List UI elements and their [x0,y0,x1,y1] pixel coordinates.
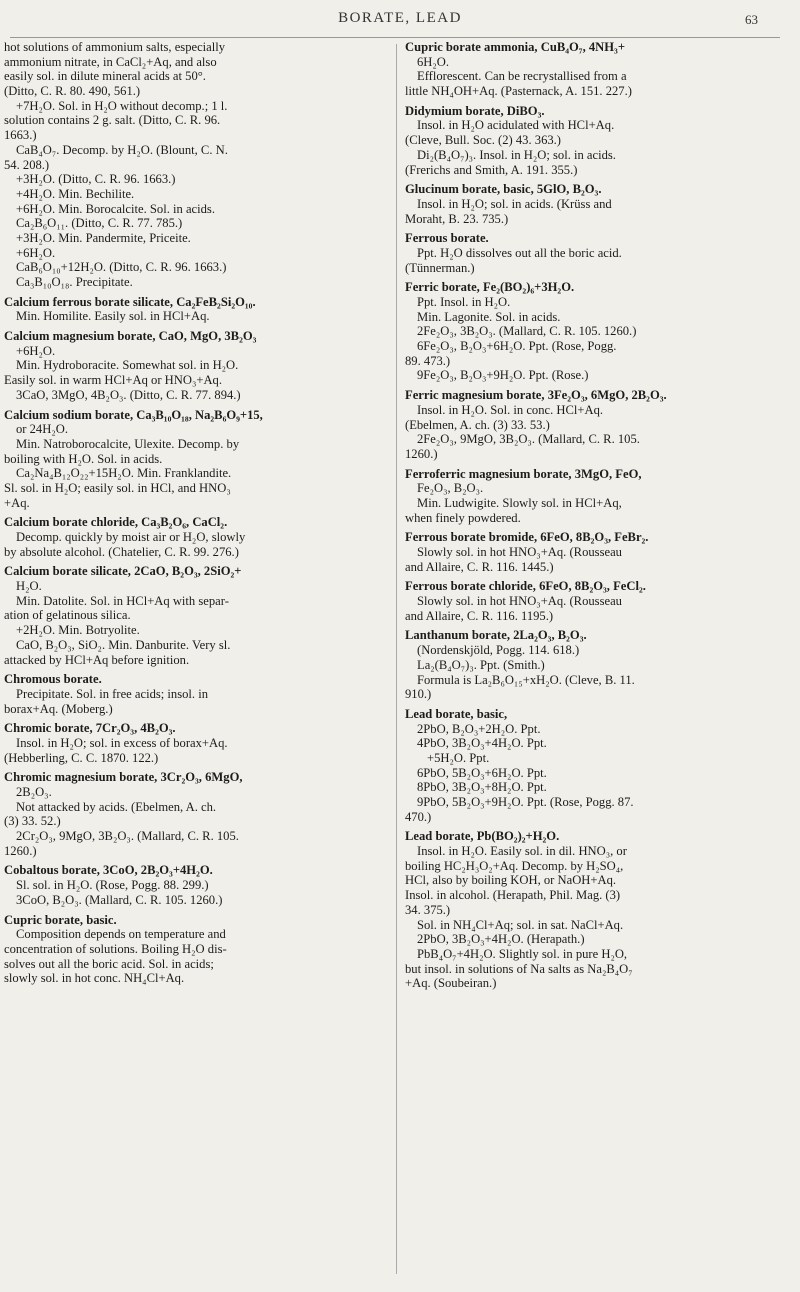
text-line: Sl. sol. in H₂O; easily sol. in HCl, and HNO₃ [4,480,231,495]
text-line: 8PbO, 3B₂O₃+8H₂O. Ppt. [417,780,547,795]
entry-heading: Calcium ferrous borate silicate, Ca₂FeB₂Si₂O₁₀. [4,294,256,309]
entry-heading: Ferric borate, Fe₂(BO₂)₆+3H₂O. [405,280,575,295]
text-line: Ppt. H₂O dissolves out all the boric acid. [417,245,622,260]
entry-heading: Calcium borate chloride, Ca₃B₂O₆, CaCl₂. [4,515,228,530]
text-line: (Cleve, Bull. Soc. (2) 43. 363.) [405,133,562,148]
text-line: Formula is La₂B₆O₁₅+xH₂O. (Cleve, B. 11. [417,672,635,687]
entry-heading: Lead borate, basic, [405,706,508,721]
page-header [0,0,800,36]
text-line: HCl, also by boiling KOH, or NaOH+Aq. [405,873,617,888]
entry-heading: Calcium magnesium borate, CaO, MgO, 3B₂O₃ [4,329,257,344]
text-line: 9Fe₂O₃, B₂O₃+9H₂O. Ppt. (Rose.) [417,368,589,383]
text-line: Insol. in alcohol. (Herapath, Phil. Mag. (3) [405,888,621,903]
text-line: Ca₃B₁₀O₁₈. Precipitate. [16,275,133,289]
text-line: Sol. in NH₄Cl+Aq; sol. in sat. NaCl+Aq. [417,917,624,932]
text-line: Not attacked by acids. (Ebelmen, A. ch. [16,799,217,814]
text-line: 6Fe₂O₃, B₂O₃+6H₂O. Ppt. (Rose, Pogg. [417,339,617,354]
text-line: 34. 375.) [405,902,451,917]
text-line: +6H₂O. [16,245,56,260]
text-line: (Tünnerman.) [405,260,475,275]
text-line: +2H₂O. Min. Botryolite. [16,623,140,638]
entry-heading: Chromic borate, 7Cr₂O₃, 4B₂O₃. [4,721,176,736]
text-line: (3) 33. 52.) [4,814,61,829]
text-line: Slowly sol. in hot HNO₃+Aq. (Rousseau [417,594,622,609]
text-line: Di₂(B₄O₇)₃. Insol. in H₂O; sol. in acids. [417,147,616,162]
text-line: Insol. in H₂O. Easily sol. in dil. HNO₃, or [417,844,627,859]
text-line: Ca₂B₆O₁₁. (Ditto, C. R. 77. 785.) [16,216,183,231]
text-line: +6H₂O. Min. Borocalcite. Sol. in acids. [16,201,215,216]
text-line: Insol. in H₂O; sol. in excess of borax+Aq. [16,735,228,750]
entry-heading: Calcium borate silicate, 2CaO, B₂O₃, 2SiO₂+ [4,564,242,579]
text-line: Min. Lagonite. Sol. in acids. [417,309,561,324]
text-line: 2Fe₂O₃, 3B₂O₃. (Mallard, C. R. 105. 1260.) [417,324,637,339]
text-line: 3CoO, B₂O₃. (Mallard, C. R. 105. 1260.) [16,892,223,907]
text-line: easily sol. in dilute mineral acids at 50°. [4,69,206,84]
text-line: (Frerichs and Smith, A. 191. 355.) [405,162,578,177]
text-line: concentration of solutions. Boiling H₂O dis- [4,941,227,956]
page-number: 63 [745,12,758,27]
text-line: PbB₄O₇+4H₂O. Slightly sol. in pure H₂O, [417,946,628,961]
text-line: boiling HC₂H₃O₂+Aq. Decomp. by H₂SO₄, [405,858,624,873]
text-line: slowly sol. in hot conc. NH₄Cl+Aq. [4,971,185,986]
entry-heading: Lanthanum borate, 2La₂O₃, B₂O₃. [405,628,587,643]
text-line: CaB₄O₇. Decomp. by H₂O. (Blount, C. N. [16,142,228,157]
text-line: boiling with H₂O. Sol. in acids. [4,451,163,466]
text-line: +5H₂O. Ppt. [427,750,490,765]
text-line: little NH₄OH+Aq. (Pasternack, A. 151. 227.) [405,84,632,99]
text-line: Insol. in H₂O; sol. in acids. (Krüss and [417,196,612,211]
text-line: Min. Ludwigite. Slowly sol. in HCl+Aq, [417,495,622,510]
text-line: when finely powdered. [405,510,521,525]
text-line: +7H₂O. Sol. in H₂O without decomp.; 1 l. [16,98,228,113]
entry-heading: Chromic magnesium borate, 3Cr₂O₃, 6MgO, [4,770,243,785]
text-line: Min. Datolite. Sol. in HCl+Aq with separ- [16,593,229,608]
text-line: (Nordenskjöld, Pogg. 114. 618.) [417,643,580,658]
text-line: 4PbO, 3B₂O₃+4H₂O. Ppt. [417,736,547,751]
text-line: Fe₂O₃, B₂O₃. [417,481,484,496]
entry-heading: Cupric borate, basic. [4,912,117,927]
text-line: (Hebberling, C. C. 1870. 122.) [4,750,159,765]
text-line: 2Fe₂O₃, 9MgO, 3B₂O₃. (Mallard, C. R. 105. [417,432,640,447]
text-line: +Aq. [4,495,30,510]
text-line: hot solutions of ammonium salts, especially [4,40,226,54]
text-line: by absolute alcohol. (Chatelier, C. R. 99. 276.) [4,544,239,559]
text-line: but insol. in solutions of Na salts as Na₂B₄O₇ [405,961,633,976]
right-column [405,40,790,991]
left-column [4,40,390,986]
entry-heading: Ferrous borate. [405,231,489,246]
text-line: Min. Homilite. Easily sol. in HCl+Aq. [16,309,210,324]
text-line: Ca₂Na₄B₁₂O₂₂+15H₂O. Min. Franklandite. [16,466,232,481]
text-line: +3H₂O. (Ditto, C. R. 96. 1663.) [16,172,176,187]
text-line: CaO, B₂O₃, SiO₂. Min. Danburite. Very sl. [16,637,231,652]
text-line: and Allaire, C. R. 116. 1445.) [405,559,554,574]
text-line: or 24H₂O. [16,422,68,437]
text-line: +4H₂O. Min. Bechilite. [16,186,135,201]
text-line: CaB₆O₁₀+12H₂O. (Ditto, C. R. 96. 1663.) [16,260,227,275]
text-line: 3CaO, 3MgO, 4B₂O₃. (Ditto, C. R. 77. 894.) [16,387,241,402]
entry-heading: Didymium borate, DiBO₃. [405,103,545,118]
text-line: +Aq. (Soubeiran.) [405,976,497,991]
text-line: 6PbO, 5B₂O₃+6H₂O. Ppt. [417,765,547,780]
text-line: Efflorescent. Can be recrystallised from a [417,69,627,84]
text-line: 54. 208.) [4,157,50,172]
text-line: borax+Aq. (Moberg.) [4,701,113,716]
text-line: 1260.) [405,446,438,461]
text-line: La₂(B₄O₇)₃. Ppt. (Smith.) [417,657,545,672]
text-line: 2PbO, 3B₂O₃+4H₂O. (Herapath.) [417,932,585,947]
entry-heading: Chromous borate. [4,672,102,687]
text-line: ammonium nitrate, in CaCl₂+Aq, and also [4,54,217,69]
text-line: (Ebelmen, A. ch. (3) 33. 53.) [405,417,550,432]
text-line: 470.) [405,809,432,824]
text-line: Sl. sol. in H₂O. (Rose, Pogg. 88. 299.) [16,878,209,893]
text-line: +6H₂O. [16,343,56,358]
text-line: Insol. in H₂O. Sol. in conc. HCl+Aq. [417,402,604,417]
text-line: Min. Hydroboracite. Somewhat sol. in H₂O. [16,358,239,373]
entry-heading: Glucinum borate, basic, 5GlO, B₂O₃. [405,182,602,197]
text-line: +3H₂O. Min. Pandermite, Priceite. [16,230,191,245]
entry-heading: Ferric magnesium borate, 3Fe₂O₃, 6MgO, 2B₂O₃. [405,388,667,403]
entry-heading: Ferroferric magnesium borate, 3MgO, FeO, [405,466,642,481]
text-line: H₂O. [16,579,42,594]
text-line: ation of gelatinous silica. [4,608,131,623]
text-line: Decomp. quickly by moist air or H₂O, slowly [16,530,246,544]
text-line: solution contains 2 g. salt. (Ditto, C. R. 96. [4,113,221,128]
entry-heading: Lead borate, Pb(BO₂)₂+H₂O. [405,829,560,844]
text-line: 9PbO, 5B₂O₃+9H₂O. Ppt. (Rose, Pogg. 87. [417,795,634,809]
text-line: 910.) [405,687,432,702]
text-line: 2B₂O₃. [16,785,52,799]
text-line: 1260.) [4,843,37,858]
text-line: and Allaire, C. R. 116. 1195.) [405,608,554,623]
text-line: Composition depends on temperature and [16,927,226,942]
text-line: attacked by HCl+Aq before ignition. [4,652,190,667]
text-line: Easily sol. in warm HCl+Aq or HNO₃+Aq. [4,373,222,388]
text-line: Min. Natroborocalcite, Ulexite. Decomp. by [16,436,240,451]
entry-heading: Calcium sodium borate, Ca₃B₁₀O₁₈, Na₂B₆O₉+15, [4,407,263,422]
running-head: BORATE, LEAD [338,10,462,26]
header-rule [10,37,780,38]
entry-heading: Ferrous borate chloride, 6FeO, 8B₂O₃, FeCl₂. [405,579,646,594]
text-line: Precipitate. Sol. in free acids; insol. in [16,686,209,701]
text-line: (Ditto, C. R. 80. 490, 561.) [4,84,141,99]
text-line: 2PbO, B₂O₃+2H₂O. Ppt. [417,721,541,736]
text-line: Ppt. Insol. in H₂O. [417,295,511,309]
text-line: Moraht, B. 23. 735.) [405,211,509,226]
text-line: 1663.) [4,128,37,143]
text-line: Insol. in H₂O acidulated with HCl+Aq. [417,118,615,133]
text-line: Slowly sol. in hot HNO₃+Aq. (Rousseau [417,545,622,559]
column-divider [396,44,397,1274]
entry-heading: Cupric borate ammonia, CuB₄O₇, 4NH₃+ [405,40,626,54]
text-line: solves out all the boric acid. Sol. in acids; [4,956,214,971]
entry-heading: Ferrous borate bromide, 6FeO, 8B₂O₃, FeBr₂. [405,530,649,545]
text-line: 2Cr₂O₃, 9MgO, 3B₂O₃. (Mallard, C. R. 105. [16,829,239,844]
text-line: 89. 473.) [405,353,451,368]
text-line: 6H₂O. [417,54,450,69]
entry-heading: Cobaltous borate, 3CoO, 2B₂O₃+4H₂O. [4,863,213,878]
